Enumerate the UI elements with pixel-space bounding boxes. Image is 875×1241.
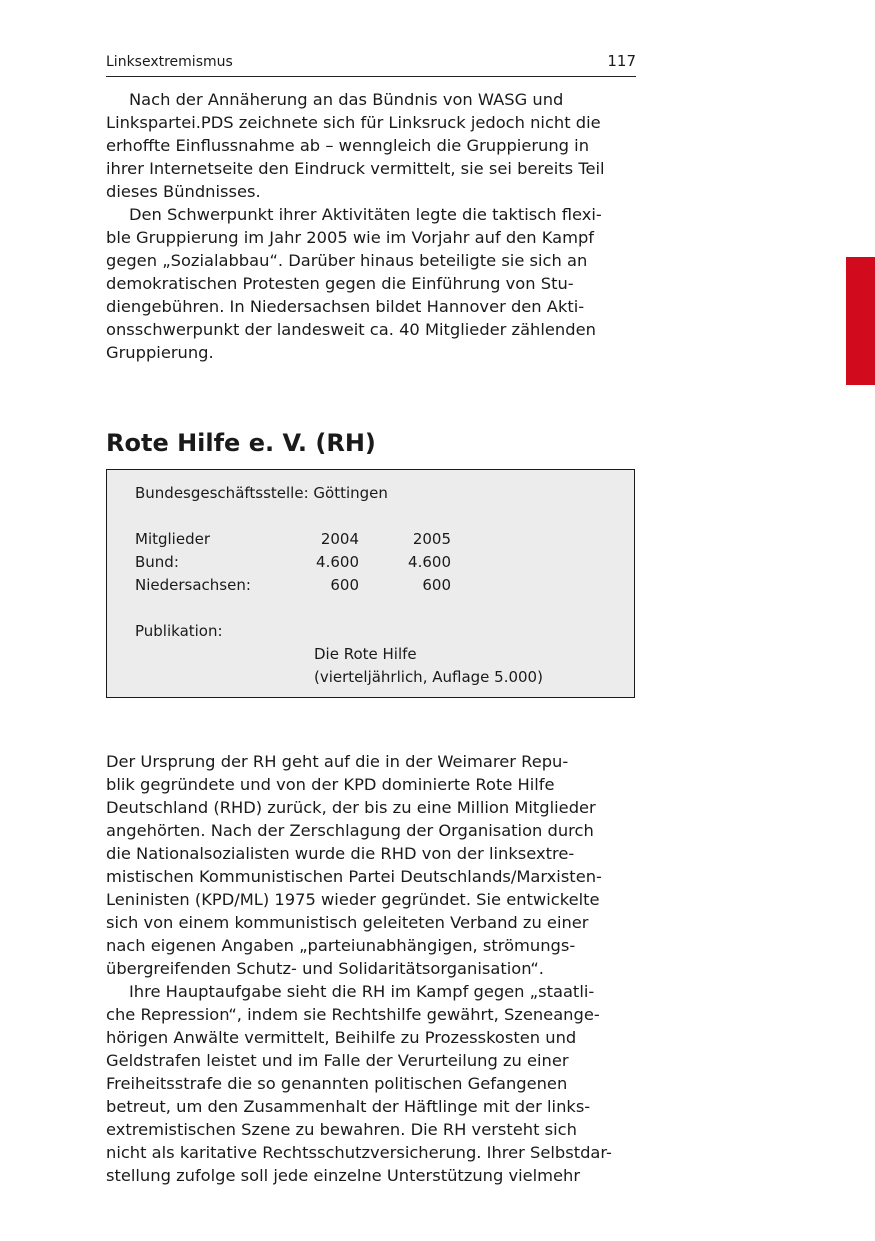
publication-detail: (vierteljährlich, Auflage 5.000) [314, 668, 543, 686]
text-line: übergreifenden Schutz- und Solidaritätsorganisation“. [106, 959, 544, 978]
publication-label: Publikation: [135, 622, 223, 640]
paragraph-linksruck-2 [106, 203, 636, 364]
text-line: nicht als karitative Rechtsschutzversicherung. Ihrer Selbstdar- [106, 1143, 612, 1162]
cell-value: 4.600 [316, 553, 359, 571]
row-label-bund: Bund: [135, 553, 179, 571]
text-line: demokratischen Protesten gegen die Einführung von Stu- [106, 274, 574, 293]
text-line: Leninisten (KPD/ML) 1975 wieder gegründet. Sie entwickelte [106, 890, 600, 909]
text-line: angehörten. Nach der Zerschlagung der Organisation durch [106, 821, 594, 840]
text-line: che Repression“, indem sie Rechtshilfe gewährt, Szeneange- [106, 1005, 600, 1024]
cell-value: 600 [330, 576, 359, 594]
text-line: stellung zufolge soll jede einzelne Unterstützung vielmehr [106, 1166, 581, 1185]
text-line: sich von einem kommunistisch geleiteten Verband zu einer [106, 913, 589, 932]
text-line: Nach der Annäherung an das Bündnis von WASG und [129, 90, 564, 109]
running-header [106, 50, 636, 77]
year-header: 2004 [320, 530, 359, 548]
cell-value: 600 [422, 576, 451, 594]
section-heading: Rote Hilfe e. V. (RH) [106, 429, 376, 457]
text-line: Ihre Hauptaufgabe sieht die RH im Kampf gegen „staatli- [129, 982, 595, 1001]
text-line: diengebühren. In Niedersachsen bildet Hannover den Akti- [106, 297, 585, 316]
text-line: extremistischen Szene zu bewahren. Die RH versteht sich [106, 1120, 577, 1139]
text-line: mistischen Kommunistischen Partei Deutschlands/Marxisten- [106, 867, 602, 886]
text-line: ble Gruppierung im Jahr 2005 wie im Vorjahr auf den Kampf [106, 228, 595, 247]
text-line: Den Schwerpunkt ihrer Aktivitäten legte die taktisch flexi- [129, 205, 602, 224]
cell-value: 4.600 [408, 553, 451, 571]
office-location: Bundesgeschäftsstelle: Göttingen [135, 484, 388, 502]
paragraph-rh-origin [106, 750, 636, 980]
text-line: erhoffte Einflussnahme ab – wenngleich die Gruppierung in [106, 136, 590, 155]
text-line: Gruppierung. [106, 343, 214, 362]
info-box [106, 469, 635, 698]
text-line: Linkspartei.PDS zeichnete sich für Linksruck jedoch nicht die [106, 113, 601, 132]
text-line: Geldstrafen leistet und im Falle der Verurteilung zu einer [106, 1051, 569, 1070]
paragraph-rh-tasks [106, 980, 636, 1187]
text-line: ihrer Internetseite den Eindruck vermittelt, sie sei bereits Teil [106, 159, 605, 178]
text-line: Deutschland (RHD) zurück, der bis zu eine Million Mitglieder [106, 798, 596, 817]
text-line: onsschwerpunkt der landesweit ca. 40 Mitglieder zählenden [106, 320, 596, 339]
text-line: betreut, um den Zusammenhalt der Häftlinge mit der links- [106, 1097, 591, 1116]
text-line: die Nationalsozialisten wurde die RHD von der linksextre- [106, 844, 575, 863]
text-line: nach eigenen Angaben „parteiunabhängigen, strömungs- [106, 936, 576, 955]
paragraph-linksruck-1 [106, 88, 636, 203]
text-line: gegen „Sozialabbau“. Darüber hinaus beteiligte sie sich an [106, 251, 588, 270]
text-line: hörigen Anwälte vermittelt, Beihilfe zu Prozesskosten und [106, 1028, 577, 1047]
members-label: Mitglieder [135, 530, 210, 548]
row-label-niedersachsen: Niedersachsen: [135, 576, 251, 594]
text-line: blik gegründete und von der KPD dominierte Rote Hilfe [106, 775, 555, 794]
page-number: 117 [607, 52, 636, 70]
text-line: Freiheitsstrafe die so genannten politischen Gefangenen [106, 1074, 568, 1093]
text-line: dieses Bündnisses. [106, 182, 261, 201]
publication-title: Die Rote Hilfe [314, 645, 417, 663]
chapter-tab-marker [846, 257, 875, 385]
text-line: Der Ursprung der RH geht auf die in der Weimarer Repu- [106, 752, 569, 771]
year-header: 2005 [412, 530, 451, 548]
header-section-title: Linksextremismus [106, 54, 233, 70]
